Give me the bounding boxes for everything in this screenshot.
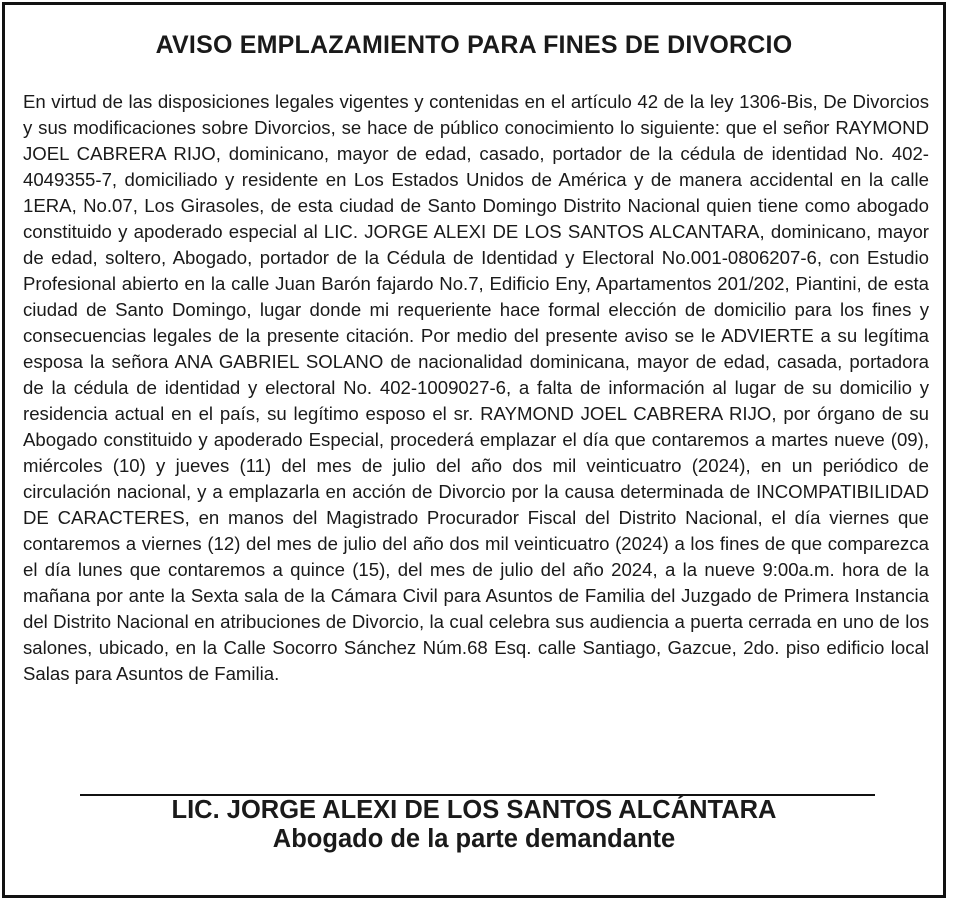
signer-role: Abogado de la parte demandante bbox=[272, 825, 676, 853]
signer-name: LIC. JORGE ALEXI DE LOS SANTOS ALCÁNTARA bbox=[171, 796, 777, 824]
legal-notice bbox=[2, 2, 946, 898]
notice-body: En virtud de las disposiciones legales vigentes y contenidas en el artículo 42 de la ley 1306-Bis, De Divorcios y sus modificaciones sobre Divorcios, se hace de público conocimiento lo siguiente: que el señor RAYMOND JOEL CABRERA RIJO, dominicano, mayor de edad, casado, portador de la cédula de identidad No. 402-4049355-7, domiciliado y residente en Los Estados Unidos de América y de manera accidental en la calle 1ERA, No.07, Los Girasoles, de esta ciudad de Santo Domingo Distrito Nacional quien tiene como abogado constituido y apoderado especial al LIC. JORGE ALEXI DE LOS SANTOS ALCANTARA, dominicano, mayor de edad, soltero, Abogado, portador de la Cédula de Identidad y Electoral No.001-0806207-6, con Estudio Profesional abierto en la calle Juan Barón fajardo No.7, Edificio Eny, Apartamentos 201/202, Piantini, de esta ciudad de Santo Domingo, lugar donde mi requeriente hace formal elección de domicilio para los fines y consecuencias legales de la presente citación. Por medio del presente aviso se le ADVIERTE a su legítima esposa la señora ANA GABRIEL SOLANO de nacionalidad dominicana, mayor de edad, casada, portadora de la cédula de identidad y electoral No. 402-1009027-6, a falta de información al lugar de su domicilio y residencia actual en el país, su legítimo esposo el sr. RAYMOND JOEL CABRERA RIJO, por órgano de su Abogado constituido y apoderado Especial, procederá emplazar el día que contaremos a martes nueve (09), miércoles (10) y jueves (11) del mes de julio del año dos mil veinticuatro (2024), en un periódico de circulación nacional, y a emplazarla en acción de Divorcio por la causa determinada de INCOMPATIBILIDAD DE CARACTERES, en manos del Magistrado Procurador Fiscal del Distrito Nacional, el día viernes que contaremos a viernes (12) del mes de julio del año dos mil veinticuatro (2024) a los fines de que comparezca el día lunes que contaremos a quince (15), del mes de julio del año 2024, a la nueve 9:00a.m. hora de la mañana por ante la Sexta sala de la Cámara Civil para Asuntos de Familia del Juzgado de Primera Instancia del Distrito Nacional en atribuciones de Divorcio, la cual celebra sus audiencia a puerta cerrada en uno de los salones, ubicado, en la Calle Socorro Sánchez Núm.68 Esq. calle Santiago, Gazcue, 2do. piso edificio local Salas para Asuntos de Familia. bbox=[23, 91, 929, 684]
notice-title: AVISO EMPLAZAMIENTO PARA FINES DE DIVORCIO bbox=[155, 31, 793, 59]
